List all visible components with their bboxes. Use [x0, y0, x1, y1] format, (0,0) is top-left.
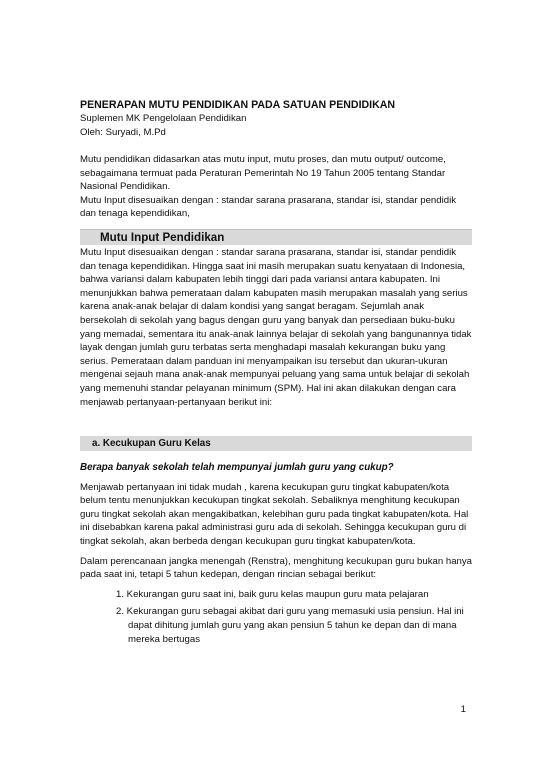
document-title: PENERAPAN MUTU PENDIDIKAN PADA SATUAN PENDIDIKAN [80, 99, 396, 111]
intro-paragraph-1: Mutu pendidikan didasarkan atas mutu input, mutu proses, dan mutu output/ outcome, sebagaimana termuat pada Peraturan Pemerintah No 19 Tahun 2005 tentang Standar Nasional Pendidikan. [80, 154, 446, 193]
subsection-heading-guru: a. Kecukupan Guru Kelas [80, 436, 472, 451]
list-item: 2. Kekurangan guru sebagai akibat dari guru yang memasuki usia pensiun. Hal ini dapat dihitung jumlah guru yang akan pensiun 5 tahun ke depan dan di mana mereka bertugas [116, 606, 464, 645]
requirement-list [80, 588, 472, 646]
document-page [80, 98, 472, 650]
spacer [80, 139, 472, 153]
document-author: Oleh: Suryadi, M.Pd [80, 126, 166, 138]
document-subtitle: Suplemen MK Pengelolaan Pendidikan [80, 113, 247, 124]
paragraph-b: Dalam perencanaan jangka menengah (Renstra), menghitung kecukupan guru bukan hanya pada saat ini, tetapi 5 tahun kedepan, dengan rincian sebagai berikut: [80, 555, 473, 581]
section1-body: Mutu Input disesuaikan dengan : standar sarana prasarana, standar isi, standar pendidik dan tenaga kependidikan. Hingga saat ini masih merupakan suatu kenyataan di Indonesia, bahwa variansi dalam kabupaten lebih tinggi dari pada variansi antara kabupaten. Ini menunjukkan bahwa pemerataan dalam kabupaten masih merupakan masalah yang serius karena anak-anak belajar di dalam kondisi yang sangat beragam. Sejumlah anak bersekolah di sekolah yang bagus dengan guru yang banyak dan persediaan buku-buku yang memadai, sementara itu anak-anak lainnya belajar di sekolah yang bangunannya tidak layak dengan jumlah guru terbatas serta menghadapi masalah kekurangan buku yang serius. Pemerataan dalam panduan ini menyampaikan isu tersebut dan ukuran-ukuran mengenai sejauh mana anak-anak mempunyai peluang yang sama untuk belajar di sekolah yang memenuhi standar pelayanan minimum (SPM). Hal ini akan dilakukan dengan cara menjawab pertanyaan-pertanyaan berikut ini: [80, 246, 472, 408]
page-number: 1 [460, 704, 466, 715]
intro-paragraph-2: Mutu Input disesuaikan dengan : standar sarana prasarana, standar isi, standar pendidik dan tenaga kependidikan, [80, 194, 456, 220]
question-text: Berapa banyak sekolah telah mempunyai jumlah guru yang cukup? [80, 462, 394, 474]
list-item: 1. Kekurangan guru saat ini, baik guru kelas maupun guru mata pelajaran [116, 588, 429, 600]
section-heading-input: Mutu Input Pendidikan [80, 229, 472, 245]
paragraph-a: Menjawab pertanyaan ini tidak mudah , karena kecukupan guru tingkat kabupaten/kota belum tentu menunjukkan kecukupan tingkat sekolah. Sebaliknya menghitung kecukupan guru tingkat sekolah akan mengakibatkan, kelebihan guru pada tingkat kabupaten/kota. Hal ini disebabkan karena pakal administrasi guru ada di sekolah. Sehingga kecukupan guru di tingkat sekolah, akan berbeda dengan kecukupan guru tingkat kabupaten/kota. [80, 481, 469, 548]
spacer [80, 409, 472, 436]
